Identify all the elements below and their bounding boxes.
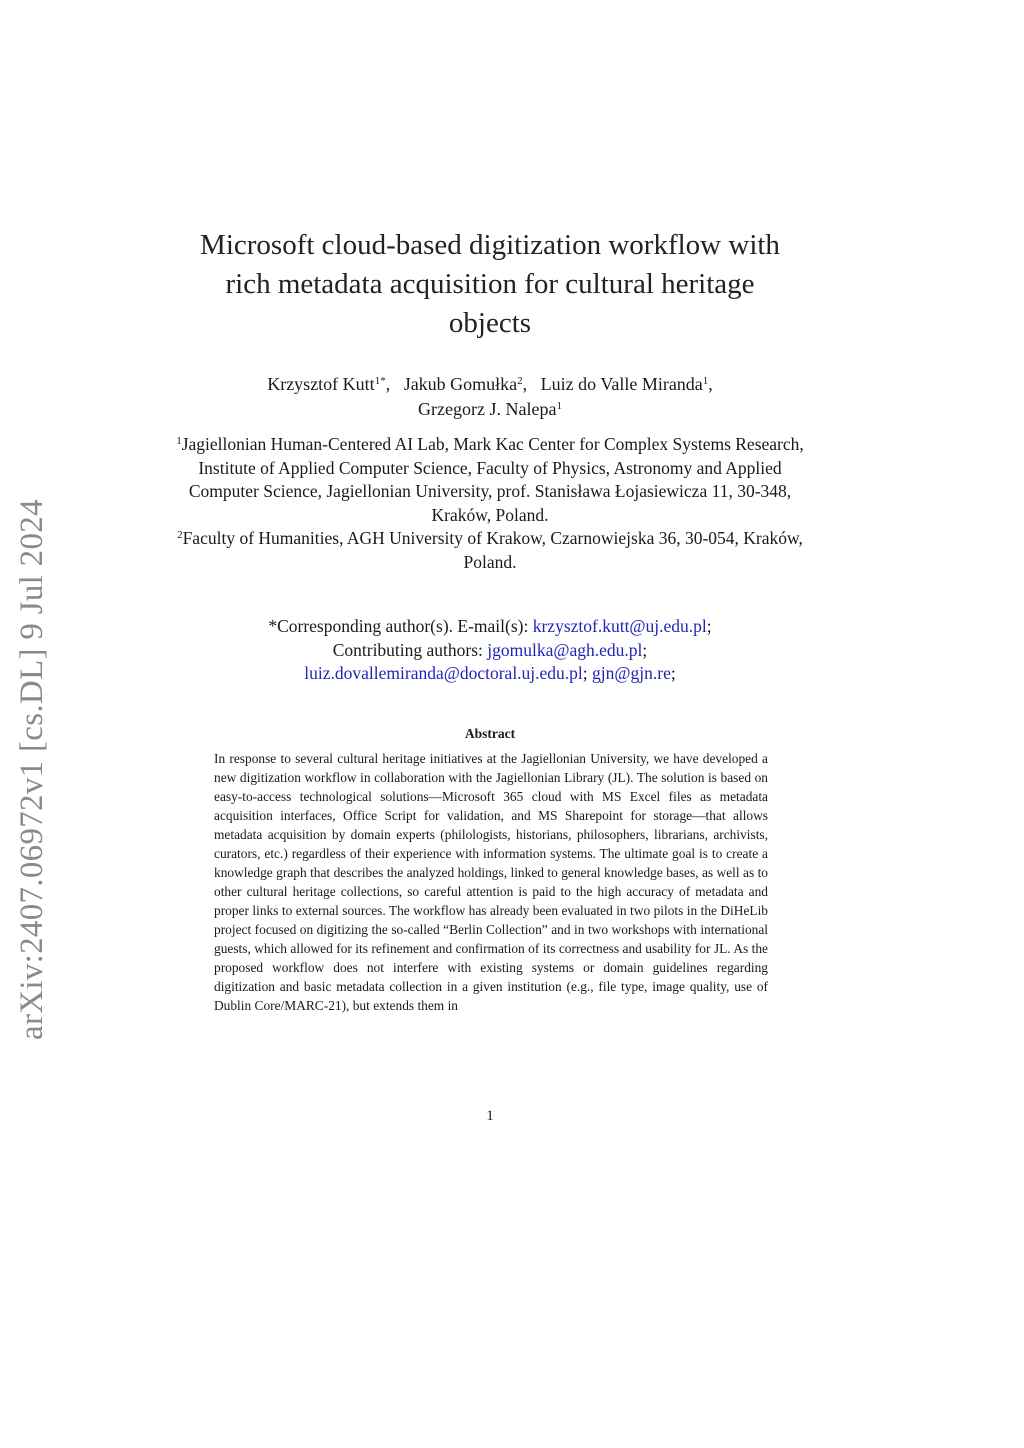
abstract-body: In response to several cultural heritage initiatives at the Jagiellonian University, we have developed a new digitization workflow in collaboration with the Jagiellonian Library (JL). The solution is based on easy-to-access technological solutions—Microsoft 365 cloud with MS Excel files as metadata acquisition interfaces, Office Script for validation, and MS Sharepoint for storage—that allows metadata acquisition by domain experts (philologists, historians, philosophers, librarians, archivists, curators, etc.) regardless of their experience with information systems. The ultimate goal is to create a knowledge graph that describes the analyzed holdings, linked to general knowledge bases, as well as to other cultural heritage collections, so careful attention is paid to the high accuracy of metadata and proper links to external sources. The workflow has already been evaluated in two pilots in the DiHeLib project focused on digitizing the so-called “Berlin Collection” and in two workshops with international guests, which allowed for its refinement and confirmation of its correctness and usability for JL. As the proposed workflow does not interfere with existing systems or domain guidelines regarding digitization and basic metadata collection in a given institution (e.g., file type, image quality, use of Dublin Core/MARC-21), but extends them in (214, 751, 768, 1013)
correspondence-block (170, 615, 810, 686)
contributing-email-link[interactable]: luiz.dovallemiranda@doctoral.uj.edu.pl (304, 663, 583, 683)
title-line-3: objects (448, 307, 532, 339)
author-name: Luiz do Valle Miranda (540, 374, 703, 394)
corresponding-line: *Corresponding author(s). E-mail(s): krzysztof.kutt@uj.edu.pl; (268, 616, 712, 636)
contributing-email-link[interactable]: jgomulka@agh.edu.pl (487, 639, 643, 660)
author-affiliation-mark: 2 (517, 375, 523, 387)
title-line-2: rich metadata acquisition for cultural heritage (225, 268, 755, 300)
page-number: 1 (486, 1108, 494, 1124)
author-line-1: Krzysztof Kutt$^{1*}$, Jakub Gomułka$^2$, Luiz do Valle Miranda$^1$, (267, 374, 713, 394)
contributing-line: Contributing authors: jgomulka@agh.edu.pl; (332, 639, 648, 660)
paper-title (170, 226, 810, 343)
affiliation-1 (170, 433, 810, 527)
arxiv-identifier-stamp: arXiv:2407.06972v1 [cs.DL] 9 Jul 2024 (14, 499, 50, 1040)
contributing-label: Contributing authors: (332, 639, 483, 660)
author-affiliation-mark: 1 (556, 400, 562, 412)
corresponding-label: *Corresponding author(s). E-mail(s): (268, 616, 529, 636)
affiliations (170, 433, 810, 575)
author-list (180, 372, 800, 422)
affiliation-text: Faculty of Humanities, AGH University of Krakow, Czarnowiejska 36, 30-054, Kraków, Poland. (182, 528, 803, 572)
author-name: Jakub Gomułka (403, 374, 518, 394)
author-affiliation-mark: 1 (702, 375, 709, 387)
title-line-1: Microsoft cloud-based digitization workflow with (200, 229, 780, 261)
author-name: Grzegorz J. Nalepa (418, 399, 557, 419)
affiliation-mark: 2 (177, 529, 183, 542)
affiliation-text: Jagiellonian Human-Centered AI Lab, Mark Kac Center for Complex Systems Research, Institute of Applied Computer Science, Faculty of Physics, Astronomy and Applied Computer Science, Jagiellonian University, prof. Stanisława Łojasiewicza 11, 30-348, Kraków, Poland. (181, 434, 804, 525)
affiliation-2 (170, 527, 810, 574)
author-line-2 (180, 397, 800, 422)
abstract-heading: Abstract (464, 726, 516, 741)
affiliation-mark: 1 (176, 435, 182, 447)
contributing-line-2: luiz.dovallemiranda@doctoral.uj.edu.pl; gjn@gjn.re; (304, 663, 676, 683)
corresponding-email-link[interactable]: krzysztof.kutt@uj.edu.pl (532, 616, 707, 636)
author-affiliation-mark: 1* (374, 375, 386, 387)
author-name: Krzysztof Kutt (267, 374, 375, 394)
contributing-email-link[interactable]: gjn@gjn.re (592, 663, 671, 683)
